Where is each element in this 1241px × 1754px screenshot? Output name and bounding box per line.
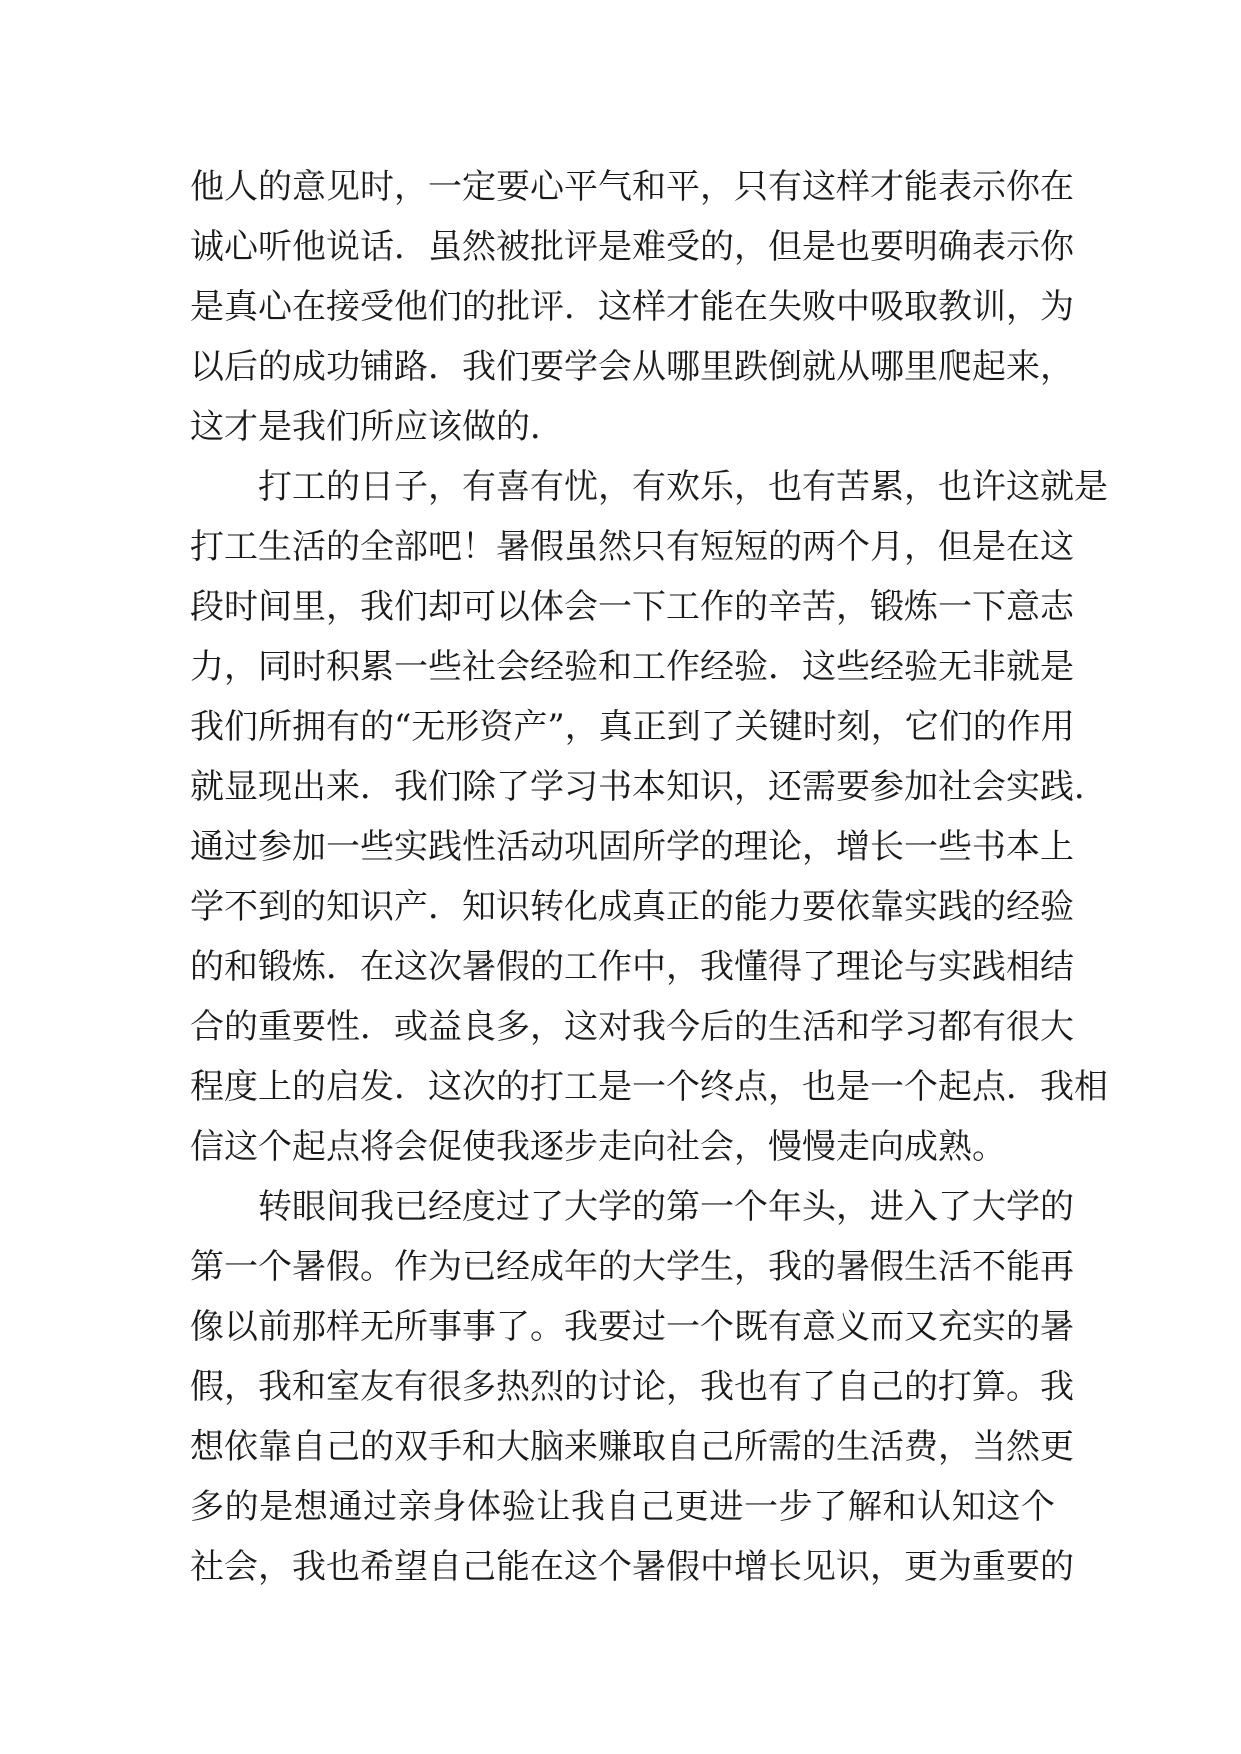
text-line: 程度上的启发．这次的打工是一个终点，也是一个起点．我相 [190, 1067, 1108, 1107]
text-line: 打工生活的全部吧！暑假虽然只有短短的两个月，但是在这 [190, 527, 1074, 567]
text-line: 这才是我们所应该做的． [190, 407, 564, 447]
text-line: 多的是想通过亲身体验让我自己更进一步了解和认知这个 [190, 1487, 1055, 1527]
text-line: 力，同时积累一些社会经验和工作经验．这些经验无非就是 [190, 647, 1074, 687]
body-text [190, 157, 1108, 1597]
text-line: 诚心听他说话．虽然被批评是难受的，但是也要明确表示你 [190, 227, 1074, 267]
text-line: 以后的成功铺路．我们要学会从哪里跌倒就从哪里爬起来， [190, 347, 1074, 387]
paragraph-first-line: 打工的日子，有喜有忧，有欢乐，也有苦累，也许这就是 [258, 467, 1108, 507]
text-line: 第一个暑假。作为已经成年的大学生，我的暑假生活不能再 [190, 1247, 1074, 1287]
text-line: 是真心在接受他们的批评．这样才能在失败中吸取教训，为 [190, 287, 1074, 327]
text-line: 他人的意见时，一定要心平气和平，只有这样才能表示你在 [190, 167, 1074, 207]
text-line: 通过参加一些实践性活动巩固所学的理论，增长一些书本上 [190, 827, 1074, 867]
text-line: 就显现出来．我们除了学习书本知识，还需要参加社会实践． [190, 767, 1108, 807]
paragraph-first-line: 转眼间我已经度过了大学的第一个年头，进入了大学的 [258, 1187, 1074, 1227]
text-line: 假，我和室友有很多热烈的讨论，我也有了自己的打算。我 [190, 1367, 1074, 1407]
text-line: 学不到的知识产．知识转化成真正的能力要依靠实践的经验 [190, 887, 1074, 927]
text-line: 段时间里，我们却可以体会一下工作的辛苦，锻炼一下意志 [190, 587, 1074, 627]
text-line: 我们所拥有的“无形资产”，真正到了关键时刻，它们的作用 [190, 707, 1075, 747]
text-line: 想依靠自己的双手和大脑来赚取自己所需的生活费，当然更 [190, 1427, 1074, 1467]
text-line: 的和锻炼．在这次暑假的工作中，我懂得了理论与实践相结 [190, 947, 1074, 987]
text-line: 像以前那样无所事事了。我要过一个既有意义而又充实的暑 [190, 1307, 1074, 1347]
text-line: 合的重要性．或益良多，这对我今后的生活和学习都有很大 [190, 1007, 1074, 1047]
text-line: 社会，我也希望自己能在这个暑假中增长见识，更为重要的 [190, 1547, 1074, 1587]
text-line: 信这个起点将会促使我逐步走向社会，慢慢走向成熟。 [190, 1127, 1006, 1167]
